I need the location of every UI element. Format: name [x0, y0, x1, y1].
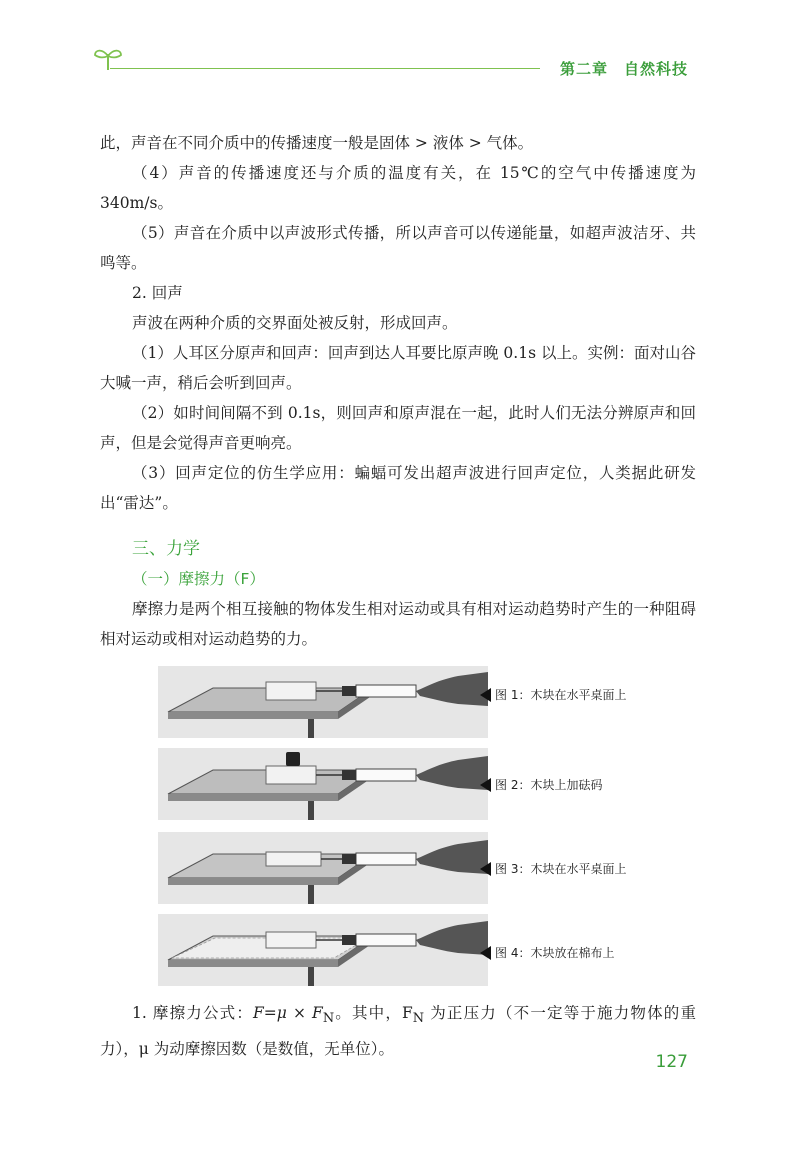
paragraph: 声波在两种介质的交界面处被反射，形成回声。	[132, 314, 458, 332]
figure-3-caption: 图 3：木块在水平桌面上	[480, 860, 626, 877]
figure-2-caption: 图 2：木块上加砝码	[480, 776, 602, 793]
chapter-title: 第二章 自然科技	[559, 60, 688, 78]
paragraph: （4）声音的传播速度还与介质的温度有关，在 15℃的空气中传播速度为 340m/s。	[100, 164, 696, 212]
caption-pointer-icon	[480, 688, 491, 702]
formula-paragraph: 1. 摩擦力公式：$F=\mu \times F_N$。其中，$F_N$ 为正压力（不一定等于施力物体的重力），μ 为动摩擦因数（是数值，无单位）。	[100, 1004, 696, 1059]
paragraph: （1）人耳区分原声和回声：回声到达人耳要比原声晚 0.1s 以上。实例：面对山谷大喊一声，稍后会听到回声。	[100, 344, 696, 392]
caption-pointer-icon	[480, 862, 491, 876]
figure-4-caption: 图 4：木块放在棉布上	[480, 944, 614, 961]
paragraph-heading: 2. 回声	[132, 284, 183, 302]
caption-pointer-icon	[480, 778, 491, 792]
paragraph: （3）回声定位的仿生学应用：蝙蝠可发出超声波进行回声定位，人类据此研发出“雷达”。	[100, 464, 696, 512]
page-number: 127	[655, 1052, 688, 1072]
page-content	[100, 128, 696, 1064]
section-subtitle: （一）摩擦力（F）	[132, 570, 265, 588]
paragraph: 此，声音在不同介质中的传播速度一般是固体 > 液体 > 气体。	[100, 134, 534, 152]
paragraph: （5）声音在介质中以声波形式传播，所以声音可以传递能量，如超声波洁牙、共鸣等。	[100, 224, 696, 272]
caption-pointer-icon	[480, 946, 491, 960]
figure-1-illustration	[158, 666, 488, 738]
header-rule	[110, 68, 540, 69]
section-title: 三、力学	[132, 539, 200, 559]
figure-2-illustration	[158, 748, 488, 820]
figure-4-illustration	[158, 914, 488, 986]
figure-3-illustration	[158, 832, 488, 904]
friction-figures	[100, 662, 696, 992]
definition-paragraph: 摩擦力是两个相互接触的物体发生相对运动或具有相对运动趋势时产生的一种阻碍相对运动或相对运动趋势的力。	[100, 600, 696, 648]
figure-1-caption: 图 1：木块在水平桌面上	[480, 686, 626, 703]
paragraph: （2）如时间间隔不到 0.1s，则回声和原声混在一起，此时人们无法分辨原声和回声，但是会觉得声音更响亮。	[100, 404, 696, 452]
